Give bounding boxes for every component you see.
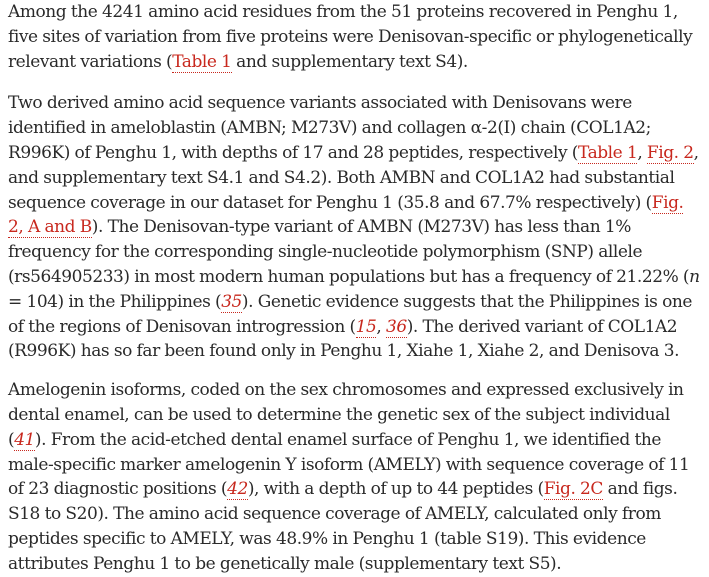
text: ), with a depth of up to 44 peptides ( xyxy=(247,479,544,500)
reference-36-link[interactable]: 36 xyxy=(386,316,407,337)
paragraph-variation-sites xyxy=(8,0,701,74)
fig-2ab-link[interactable]: Fig. 2, A and B xyxy=(8,192,684,238)
text: = 104) in the Philippines ( xyxy=(8,291,222,312)
text: ). The Denisovan-type variant of AMBN (M273V) has less than 1% frequency for the corresponding single-nucleotide polymorphism (SNP) allele (rs564905233) in most modern human populations but has a frequency of 21.22% ( xyxy=(8,217,690,287)
text: and supplementary text S4). xyxy=(231,51,468,72)
n-symbol: n xyxy=(689,266,700,287)
reference-35-link[interactable]: 35 xyxy=(221,291,242,312)
table-1-link[interactable]: Table 1 xyxy=(578,142,638,163)
separator: , xyxy=(637,142,647,163)
fig-2c-link[interactable]: Fig. 2C xyxy=(543,479,603,500)
text: ). Genetic evidence suggests that the Philippines is one of the regions of Denisovan introgression ( xyxy=(8,291,693,337)
fig-2-link[interactable]: Fig. 2 xyxy=(646,142,694,163)
separator: , xyxy=(376,316,386,337)
text: , and supplementary text S4.1 and S4.2). Both AMBN and COL1A2 had substantial sequence coverage in our dataset for Penghu 1 (35.8 and 67.7% respectively) ( xyxy=(8,142,699,213)
reference-15-link[interactable]: 15 xyxy=(355,316,377,337)
text: Among the 4241 amino acid residues from the 51 proteins recovered in Penghu 1, five sites of variation from five proteins were Denisovan-specific or phylogenetically relevant variations ( xyxy=(8,2,693,72)
table-1-link[interactable]: Table 1 xyxy=(172,51,232,72)
text: ). From the acid-etched dental enamel surface of Penghu 1, we identified the male-specific marker amelogenin Y isoform (AMELY) with sequence coverage of 11 of 23 diagnostic positions ( xyxy=(8,429,690,500)
text: and figs. S18 to S20). The amino acid sequence coverage of AMELY, calculated only from peptides specific to AMELY, was 48.9% in Penghu 1 (table S19). This evidence attributes Penghu 1 to be genetically male (supplementary text S5). xyxy=(8,479,678,574)
text: Two derived amino acid sequence variants associated with Denisovans were identified in ameloblastin (AMBN; M273V) and collagen α-2(I) chain (COL1A2; R996K) of Penghu 1, with depths of 17 and 28 peptides, respectively ( xyxy=(8,93,651,163)
reference-41-link[interactable]: 41 xyxy=(14,429,35,450)
reference-42-link[interactable]: 42 xyxy=(227,479,248,500)
text: ). The derived variant of COL1A2 (R996K) has so far been found only in Penghu 1, Xiahe 1, Xiahe 2, and Denisova 3. xyxy=(8,316,680,362)
text: Amelogenin isoforms, coded on the sex chromosomes and expressed exclusively in dental enamel, can be used to determine the genetic sex of the subject individual ( xyxy=(8,380,684,450)
paragraph-derived-variants xyxy=(8,74,701,364)
paragraph-amelogenin xyxy=(8,364,701,576)
